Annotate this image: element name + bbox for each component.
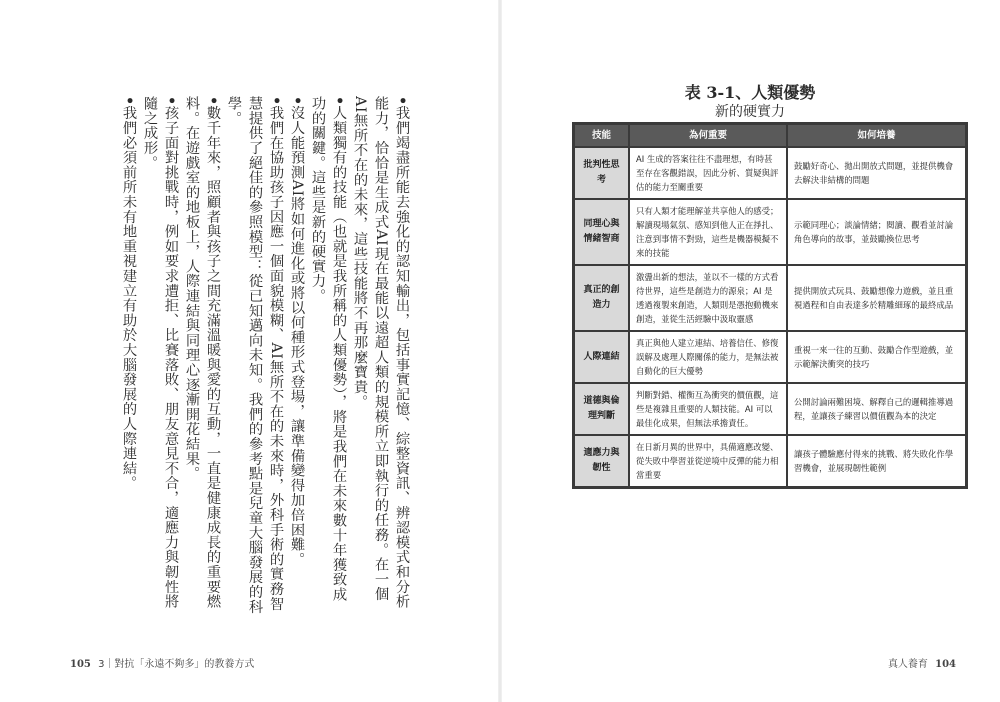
paragraph-text: 人類獨有的技能（也就是我所稱的人類優勢），將是我們在未來數十年獲致成功的關鍵。這些是新的硬實力。 [310, 96, 347, 602]
bullet: • [331, 96, 347, 106]
right-page [500, 0, 1000, 702]
header-how: 如何培養 [788, 125, 965, 146]
header-skill: 技能 [575, 125, 630, 146]
page-number: 104 [935, 659, 956, 670]
vertical-text-block [112, 96, 412, 616]
paragraph-text: 孩子面對挑戰時，例如要求遭拒、比賽落敗、朋友意見不合，適應力與韌性將隨之成形。 [142, 96, 179, 609]
how-cell: 公開討論兩難困境、解釋自己的邏輯推導過程，並讓孩子練習以價值觀為本的決定 [794, 397, 954, 421]
skill-cell: 人際連結 [575, 332, 630, 382]
human-advantage-table [572, 122, 968, 489]
why-cell: 只有人類才能理解並共享他人的感受；解讀現場氣氛、感知到他人正在掙扎、注意到事情不對勁，這些是機器模擬不來的技能 [630, 200, 788, 264]
right-page-footer [888, 655, 960, 670]
table-row [575, 434, 965, 486]
bullet-paragraph [349, 96, 412, 616]
skill-cell: 批判性思考 [575, 148, 630, 198]
bullet: • [394, 96, 410, 106]
table-row [575, 264, 965, 330]
paragraph-text: 我們必須前所未有地重視建立有助於大腦發展的人際連結。 [121, 105, 137, 491]
left-page-footer [66, 655, 254, 670]
how-cell: 鼓勵好奇心、拋出開放式問題，並提供機會去解決非結構的問題 [794, 161, 954, 185]
how-cell: 重視一來一往的互動、鼓勵合作型遊戲，並示範解決衝突的技巧 [794, 345, 954, 369]
skill-cell: 適應力與韌性 [575, 436, 630, 486]
how-cell: 讓孩子體驗應付得來的挑戰、將失敗化作學習機會，並展現韌性範例 [794, 449, 954, 473]
why-cell: AI 生成的答案往往不盡理想，有時甚至存在客觀錯誤，因此分析、質疑與評估的能力至關重要 [630, 148, 788, 198]
bullet: • [289, 96, 305, 106]
bullet-paragraph [286, 96, 307, 616]
bullet: • [268, 96, 284, 106]
why-cell: 在日新月異的世界中，具備適應改變、從失敗中學習並從逆境中反彈的能力相當重要 [630, 436, 788, 486]
skill-cell: 道德與倫理判斷 [575, 384, 630, 434]
bullet-paragraph [118, 96, 139, 616]
running-header-chapter: 3｜對抗「永遠不夠多」的教養方式 [98, 659, 255, 670]
table-row [575, 146, 965, 198]
bullet-paragraph [223, 96, 286, 616]
bullet-paragraph [139, 96, 181, 616]
how-cell: 提供開放式玩具、鼓勵想像力遊戲，並且重視過程和自由表達多於精雕細琢的最終成品 [794, 286, 954, 310]
paragraph-text: 數千年來，照顧者與孩子之間充滿溫暖與愛的互動，一直是健康成長的重要燃料。在遊戲室的地板上，人際連結與同理心逐漸開花結果。 [184, 96, 221, 609]
table-title: 表 3-1、人類優勢 [684, 83, 816, 102]
table-row [575, 330, 965, 382]
table-subtitle: 新的硬實力 [715, 104, 785, 120]
running-header-book-title: 真人養育 [887, 659, 928, 670]
header-why: 為何重要 [630, 125, 788, 146]
bullet: • [121, 96, 137, 106]
bullet-paragraph [307, 96, 349, 616]
why-cell: 判斷對錯、權衡互為衝突的價值觀，這些是複雜且重要的人類技能。AI 可以最佳化成果，但無法承擔責任。 [630, 384, 788, 434]
why-cell: 激盪出新的想法，並以不一樣的方式看待世界，這些是創造力的源泉；AI 是透過複製來創造，人類則是憑抱動機來創造，並從生活經驗中汲取靈感 [630, 266, 788, 330]
paragraph-text: 我們在協助孩子因應一個面貌模糊、AI無所不在的未來時，外科手術的實務智慧提供了絕佳的參照模型：從已知邁向未知。我們的參考點是兒童大腦發展的科學。 [226, 96, 284, 614]
why-cell: 真正與他人建立連結、培養信任、修復誤解及處理人際關係的能力，是無法被自動化的巨大優勢 [630, 332, 788, 382]
table-header-row [575, 125, 965, 146]
bullet: • [163, 96, 179, 106]
page-number: 105 [70, 659, 91, 670]
bullet-paragraph [181, 96, 223, 616]
table-row [575, 198, 965, 264]
table-row [575, 382, 965, 434]
paragraph-text: 我們竭盡所能去強化的認知輸出，包括事實記憶、綜整資訊、辨認模式和分析能力，恰恰是生成式AI現在最能以遠超人類的規模所立即執行的任務。在一個AI無所不在的未來，這些技能將不再那麼寶貴。 [352, 96, 410, 609]
how-cell: 示範同理心；談論情緒；閱讀、觀看並討論角色導向的故事，並鼓勵換位思考 [794, 220, 954, 244]
skill-cell: 真正的創造力 [575, 266, 630, 330]
bullet: • [205, 96, 221, 106]
skill-cell: 同理心與情緒智商 [575, 200, 630, 264]
paragraph-text: 沒人能預測AI將如何進化或將以何種形式登場，讓準備變得加倍困難。 [289, 105, 305, 567]
